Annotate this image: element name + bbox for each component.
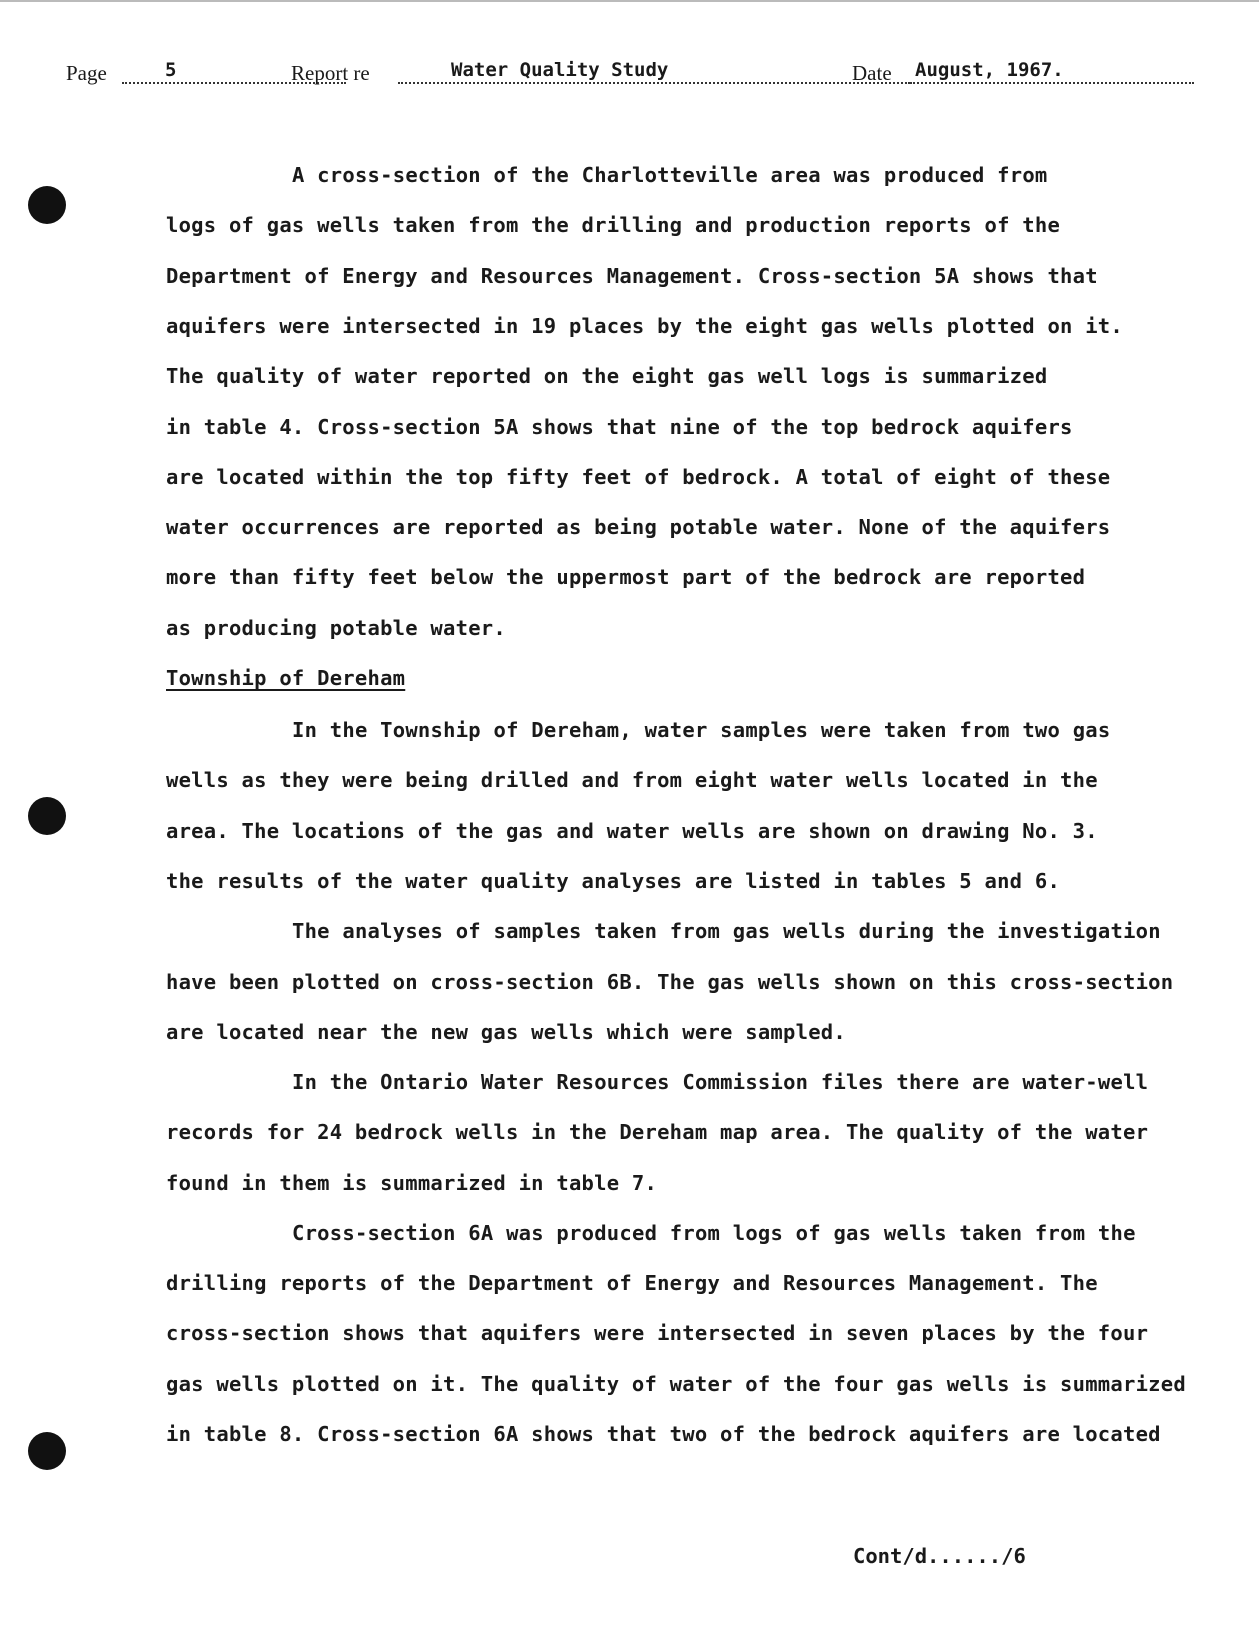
page-top-edge xyxy=(0,0,1259,2)
date-label: Date xyxy=(852,61,892,85)
continuation-note: Cont/d....../6 xyxy=(853,1544,1026,1568)
punch-hole-bottom xyxy=(28,1432,66,1470)
paragraph-line: water occurrences are reported as being potable water. None of the aquifers xyxy=(166,515,1111,539)
paragraph-line: gas wells plotted on it. The quality of water of the four gas wells is summarized xyxy=(166,1372,1186,1396)
punch-hole-middle xyxy=(28,797,66,835)
paragraph-line: Cross-section 6A was produced from logs of gas wells taken from the xyxy=(292,1221,1136,1245)
paragraph-line: are located near the new gas wells which were sampled. xyxy=(166,1020,846,1044)
date-field xyxy=(910,54,1194,84)
paragraph-line: are located within the top fifty feet of bedrock. A total of eight of these xyxy=(166,465,1111,489)
report-field xyxy=(398,54,910,84)
paragraph-line: In the Ontario Water Resources Commission files there are water-well xyxy=(292,1070,1149,1094)
paragraph-line: found in them is summarized in table 7. xyxy=(166,1171,658,1195)
paragraph-line: in table 4. Cross-section 5A shows that nine of the top bedrock aquifers xyxy=(166,415,1073,439)
paragraph-line: wells as they were being drilled and from eight water wells located in the xyxy=(166,768,1098,792)
paragraph-line: aquifers were intersected in 19 places by the eight gas wells plotted on it. xyxy=(166,314,1123,338)
report-label: Report re xyxy=(291,61,370,85)
paragraph-line: more than fifty feet below the uppermost part of the bedrock are reported xyxy=(166,565,1086,589)
paragraph-line: cross-section shows that aquifers were intersected in seven places by the four xyxy=(166,1321,1149,1345)
paragraph-line: records for 24 bedrock wells in the Dereham map area. The quality of the water xyxy=(166,1120,1149,1144)
paragraph-line: logs of gas wells taken from the drilling and production reports of the xyxy=(166,213,1061,237)
paragraph-line: The analyses of samples taken from gas wells during the investigation xyxy=(292,919,1161,943)
date-value: August, 1967. xyxy=(915,59,1064,81)
paragraph-line: in table 8. Cross-section 6A shows that two of the bedrock aquifers are located xyxy=(166,1422,1161,1446)
paragraph-line: In the Township of Dereham, water samples were taken from two gas xyxy=(292,718,1111,742)
paragraph-line: as producing potable water. xyxy=(166,616,506,640)
punch-hole-top xyxy=(28,186,66,224)
paragraph-line: the results of the water quality analyses are listed in tables 5 and 6. xyxy=(166,869,1061,893)
report-header xyxy=(66,52,1196,92)
paragraph-line: drilling reports of the Department of Energy and Resources Management. The xyxy=(166,1271,1098,1295)
paragraph-line: have been plotted on cross-section 6B. The gas wells shown on this cross-section xyxy=(166,970,1174,994)
paragraph-line: A cross-section of the Charlotteville area was produced from xyxy=(292,163,1048,187)
paragraph-line: Department of Energy and Resources Management. Cross-section 5A shows that xyxy=(166,264,1098,288)
paragraph-line: The quality of water reported on the eight gas well logs is summarized xyxy=(166,364,1048,388)
report-subject: Water Quality Study xyxy=(451,59,669,81)
paragraph-line: area. The locations of the gas and water wells are shown on drawing No. 3. xyxy=(166,819,1098,843)
section-heading: Township of Dereham xyxy=(166,666,406,690)
page-label: Page xyxy=(66,61,107,85)
page-number: 5 xyxy=(165,59,177,81)
